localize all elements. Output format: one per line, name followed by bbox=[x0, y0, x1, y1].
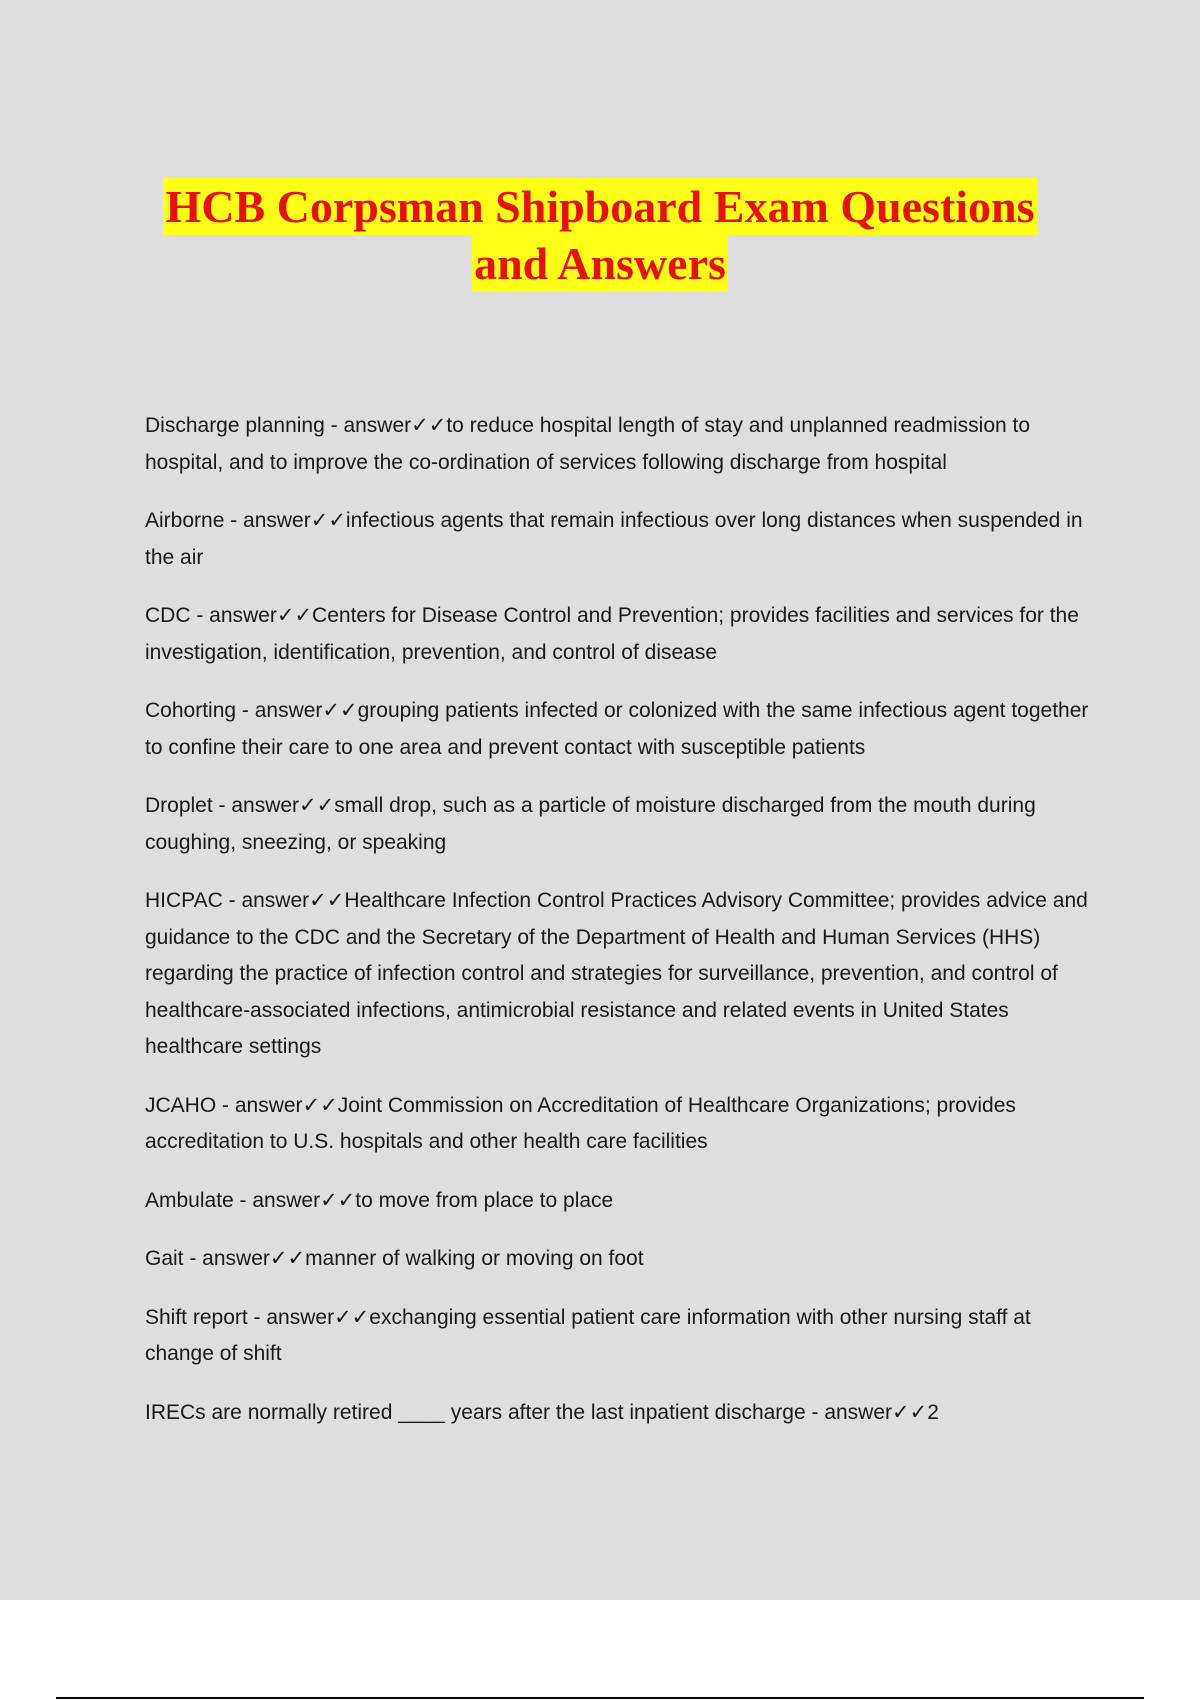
document-title bbox=[0, 178, 1200, 292]
qa-entry-cdc: CDC - answer✓✓Centers for Disease Control and Prevention; provides facilities and services for the investigation, identification, prevention, and control of disease bbox=[145, 604, 1079, 664]
qa-list bbox=[145, 408, 1095, 1453]
qa-entry-ambulate: Ambulate - answer✓✓to move from place to place bbox=[145, 1188, 614, 1212]
qa-entry-airborne: Airborne - answer✓✓infectious agents that remain infectious over long distances when suspended in the air bbox=[145, 509, 1083, 569]
qa-entry-cohorting: Cohorting - answer✓✓grouping patients infected or colonized with the same infectious agent together to confine their care to one area and prevent contact with susceptible patients bbox=[145, 699, 1089, 759]
qa-entry-shift-report: Shift report - answer✓✓exchanging essential patient care information with other nursing staff at change of shift bbox=[145, 1305, 1031, 1365]
qa-entry-gait: Gait - answer✓✓manner of walking or moving on foot bbox=[145, 1247, 644, 1270]
qa-entry-discharge-planning: Discharge planning - answer✓✓to reduce hospital length of stay and unplanned readmission to hospital, and to improve the co-ordination of services following discharge from hospital bbox=[145, 414, 1031, 474]
qa-entry-droplet: Droplet - answer✓✓small drop, such as a particle of moisture discharged from the mouth during coughing, sneezing, or speaking bbox=[145, 794, 1036, 854]
title-line-2: and Answers bbox=[472, 235, 728, 292]
title-line-1: HCB Corpsman Shipboard Exam Questions bbox=[163, 178, 1036, 235]
qa-entry-hicpac: HICPAC - answer✓✓Healthcare Infection Control Practices Advisory Committee; provides advice and guidance to the CDC and the Secretary of the Department of Health and Human Services (HHS) regarding the practice of infection control and strategies for surveillance, prevention, and control of healthcare-associated infections, antimicrobial resistance and related events in United States healthcare settings bbox=[145, 889, 1088, 1058]
qa-entry-jcaho: JCAHO - answer✓✓Joint Commission on Accreditation of Healthcare Organizations; provides accreditation to U.S. hospitals and other health care facilities bbox=[145, 1093, 1016, 1153]
footer-divider bbox=[56, 1697, 1144, 1699]
qa-entry-irecs: IRECs are normally retired ____ years after the last inpatient discharge - answer✓✓2 bbox=[145, 1400, 939, 1424]
